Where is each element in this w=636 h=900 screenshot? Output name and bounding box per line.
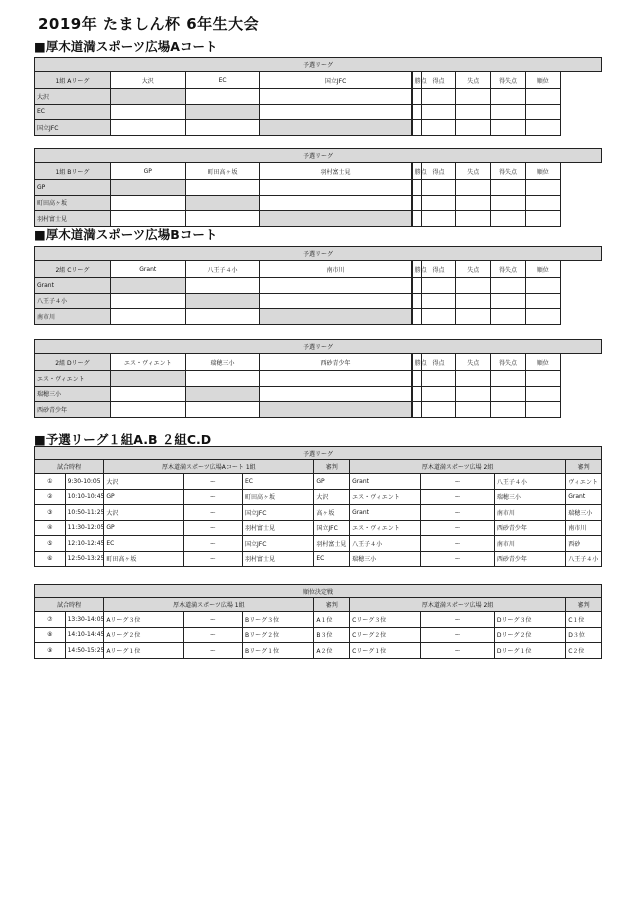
stat-header: 勝点 — [412, 163, 421, 180]
row-team: 大沢 — [35, 89, 111, 105]
result-cell — [260, 180, 412, 196]
league-row — [35, 195, 602, 211]
vs-mark-2: ー — [421, 551, 494, 567]
referee-header: 審判 — [314, 460, 350, 474]
court1-header: 厚木道満スポーツ広場 1組 — [104, 598, 314, 612]
stat-cell — [491, 120, 526, 136]
stat-cell — [456, 371, 491, 387]
referee-1: EC — [314, 551, 350, 567]
league-table — [34, 339, 602, 418]
away-team-2: 南市川 — [494, 505, 565, 521]
referee-2: C１位 — [566, 612, 602, 628]
vs-mark-1: ー — [183, 489, 242, 505]
team-header: GP — [110, 163, 185, 180]
home-team-1: Aリーグ１位 — [104, 643, 184, 659]
row-team: エス・ヴィエント — [35, 371, 111, 387]
result-cell — [110, 120, 185, 136]
team-header: EC — [185, 72, 260, 89]
team-header: 西砂青少年 — [260, 354, 412, 371]
result-cell — [260, 293, 412, 309]
league-label: 1組 Bリーグ — [35, 163, 111, 180]
match-time: 9:30-10:05 — [65, 474, 104, 490]
stat-cell — [456, 211, 491, 227]
vs-mark-2: ー — [421, 612, 494, 628]
stat-header: 順位 — [525, 354, 560, 371]
stat-cell — [421, 120, 456, 136]
referee-1: 大沢 — [314, 489, 350, 505]
away-team-1: Bリーグ１位 — [243, 643, 314, 659]
stat-cell — [412, 402, 421, 418]
stat-cell — [491, 180, 526, 196]
row-team: GP — [35, 180, 111, 196]
stat-cell — [491, 386, 526, 402]
result-cell — [110, 180, 185, 196]
team-header: 大沢 — [110, 72, 185, 89]
stat-cell — [421, 371, 456, 387]
referee-2: D３位 — [566, 627, 602, 643]
stat-header: 勝点 — [412, 354, 421, 371]
referee-2: 南市川 — [566, 520, 602, 536]
vs-mark-1: ー — [183, 643, 242, 659]
league-row — [35, 89, 602, 105]
referee-2: Grant — [566, 489, 602, 505]
stat-header: 失点 — [456, 354, 491, 371]
vs-mark-2: ー — [421, 536, 494, 552]
vs-mark-1: ー — [183, 551, 242, 567]
away-team-1: 国立JFC — [243, 505, 314, 521]
stat-cell — [491, 211, 526, 227]
stat-cell — [456, 195, 491, 211]
stat-cell — [421, 195, 456, 211]
stat-header: 得点 — [421, 163, 456, 180]
home-team-1: GP — [104, 489, 184, 505]
stat-cell — [525, 293, 560, 309]
stat-header: 順位 — [525, 261, 560, 278]
match-number: ④ — [35, 520, 66, 536]
stat-cell — [525, 195, 560, 211]
result-cell — [260, 309, 412, 325]
row-team: 国立JFC — [35, 120, 111, 136]
home-team-2: 瑞穂三小 — [350, 551, 421, 567]
schedule-caption: 予選リーグ — [35, 447, 602, 460]
result-cell — [185, 309, 260, 325]
stat-cell — [456, 89, 491, 105]
stat-header: 失点 — [456, 261, 491, 278]
stat-cell — [491, 371, 526, 387]
match-time: 12:10-12:45 — [65, 536, 104, 552]
league-caption: 予選リーグ — [35, 247, 602, 261]
result-cell — [185, 371, 260, 387]
stat-cell — [412, 278, 421, 294]
stat-cell — [525, 386, 560, 402]
match-time: 14:10-14:45 — [65, 627, 104, 643]
stat-cell — [491, 195, 526, 211]
home-team-1: 大沢 — [104, 505, 184, 521]
team-header: エス・ヴィエント — [110, 354, 185, 371]
league-row — [35, 293, 602, 309]
stat-cell — [491, 104, 526, 120]
stat-cell — [421, 104, 456, 120]
row-team: Grant — [35, 278, 111, 294]
home-team-2: 八王子４小 — [350, 536, 421, 552]
league-caption: 予選リーグ — [35, 149, 602, 163]
result-cell — [110, 278, 185, 294]
match-number: ① — [35, 474, 66, 490]
stat-header: 順位 — [525, 72, 560, 89]
vs-mark-2: ー — [421, 474, 494, 490]
result-cell — [185, 386, 260, 402]
match-row — [35, 551, 602, 567]
league-row — [35, 120, 602, 136]
result-cell — [260, 89, 412, 105]
stat-cell — [421, 309, 456, 325]
team-header: 瑞穂三小 — [185, 354, 260, 371]
result-cell — [260, 402, 412, 418]
result-cell — [110, 89, 185, 105]
home-team-2: エス・ヴィエント — [350, 520, 421, 536]
away-team-2: 八王子４小 — [494, 474, 565, 490]
home-team-1: Aリーグ３位 — [104, 612, 184, 628]
away-team-1: 町田高ヶ坂 — [243, 489, 314, 505]
result-cell — [260, 195, 412, 211]
result-cell — [185, 293, 260, 309]
referee-1: GP — [314, 474, 350, 490]
match-time: 13:30-14:05 — [65, 612, 104, 628]
stat-cell — [412, 120, 421, 136]
result-cell — [260, 371, 412, 387]
result-cell — [110, 386, 185, 402]
league-row — [35, 402, 602, 418]
league-row — [35, 386, 602, 402]
league-caption: 予選リーグ — [35, 58, 602, 72]
result-cell — [185, 89, 260, 105]
stat-cell — [456, 386, 491, 402]
away-team-2: 西砂青少年 — [494, 520, 565, 536]
team-header: 町田高ヶ坂 — [185, 163, 260, 180]
result-cell — [110, 371, 185, 387]
league-label: 2組 Dリーグ — [35, 354, 111, 371]
row-team: 羽村富士見 — [35, 211, 111, 227]
referee-header: 審判 — [314, 598, 350, 612]
referee-header: 審判 — [566, 598, 602, 612]
away-team-1: EC — [243, 474, 314, 490]
match-time: 11:30-12:05 — [65, 520, 104, 536]
match-time: 10:10-10:45 — [65, 489, 104, 505]
home-team-1: 大沢 — [104, 474, 184, 490]
stat-cell — [456, 104, 491, 120]
court2-header: 厚木道満スポーツ広場 2組 — [350, 598, 566, 612]
match-row — [35, 643, 602, 659]
referee-1: A１位 — [314, 612, 350, 628]
match-row — [35, 612, 602, 628]
match-number: ⑥ — [35, 551, 66, 567]
schedule-table — [34, 446, 602, 567]
league-label: 2組 Cリーグ — [35, 261, 111, 278]
referee-2: 西砂 — [566, 536, 602, 552]
stat-cell — [421, 180, 456, 196]
row-team: EC — [35, 104, 111, 120]
home-team-2: Cリーグ３位 — [350, 612, 421, 628]
match-row — [35, 520, 602, 536]
result-cell — [260, 278, 412, 294]
league-row — [35, 180, 602, 196]
time-header: 試合時程 — [35, 460, 104, 474]
row-team: 町田高ヶ坂 — [35, 195, 111, 211]
match-number: ⑨ — [35, 643, 66, 659]
stat-cell — [525, 104, 560, 120]
section-court-b: ■厚木道満スポーツ広場Bコート — [34, 227, 218, 242]
match-number: ② — [35, 489, 66, 505]
vs-mark-2: ー — [421, 627, 494, 643]
vs-mark-1: ー — [183, 474, 242, 490]
result-cell — [260, 386, 412, 402]
match-number: ③ — [35, 505, 66, 521]
result-cell — [185, 180, 260, 196]
referee-2: ヴィエント — [566, 474, 602, 490]
stat-cell — [412, 371, 421, 387]
referee-header: 審判 — [566, 460, 602, 474]
league-label: 1組 Aリーグ — [35, 72, 111, 89]
stat-cell — [456, 120, 491, 136]
section-schedule: ■予選リーグ１組A.B ２組C.D — [34, 432, 212, 447]
match-time: 12:50-13:25 — [65, 551, 104, 567]
match-number: ⑦ — [35, 612, 66, 628]
stat-cell — [491, 402, 526, 418]
stat-cell — [412, 180, 421, 196]
away-team-1: Bリーグ２位 — [243, 627, 314, 643]
stat-cell — [421, 89, 456, 105]
away-team-2: Dリーグ２位 — [494, 627, 565, 643]
home-team-1: Aリーグ２位 — [104, 627, 184, 643]
row-team: 南市川 — [35, 309, 111, 325]
result-cell — [110, 195, 185, 211]
away-team-1: 羽村富士見 — [243, 551, 314, 567]
stat-cell — [491, 278, 526, 294]
referee-1: 国立JFC — [314, 520, 350, 536]
result-cell — [110, 293, 185, 309]
match-row — [35, 505, 602, 521]
stat-cell — [525, 120, 560, 136]
stat-cell — [412, 309, 421, 325]
team-header: 八王子４小 — [185, 261, 260, 278]
result-cell — [185, 278, 260, 294]
team-header: 羽村富士見 — [260, 163, 412, 180]
vs-mark-1: ー — [183, 520, 242, 536]
row-team: 瑞穂三小 — [35, 386, 111, 402]
stat-cell — [456, 180, 491, 196]
league-row — [35, 104, 602, 120]
stat-cell — [525, 180, 560, 196]
team-header: 国立JFC — [260, 72, 412, 89]
stat-header: 得失点 — [491, 354, 526, 371]
result-cell — [110, 104, 185, 120]
away-team-1: 羽村富士見 — [243, 520, 314, 536]
away-team-1: Bリーグ３位 — [243, 612, 314, 628]
match-row — [35, 474, 602, 490]
referee-1: 羽村富士見 — [314, 536, 350, 552]
stat-header: 得点 — [421, 72, 456, 89]
stat-cell — [412, 195, 421, 211]
stat-cell — [421, 211, 456, 227]
stat-header: 失点 — [456, 163, 491, 180]
stat-header: 得失点 — [491, 163, 526, 180]
result-cell — [110, 402, 185, 418]
result-cell — [110, 211, 185, 227]
stat-cell — [421, 293, 456, 309]
stat-header: 勝点 — [412, 261, 421, 278]
vs-mark-2: ー — [421, 505, 494, 521]
stat-header: 失点 — [456, 72, 491, 89]
league-table — [34, 246, 602, 325]
row-team: 八王子４小 — [35, 293, 111, 309]
referee-1: B３位 — [314, 627, 350, 643]
result-cell — [110, 309, 185, 325]
league-caption: 予選リーグ — [35, 340, 602, 354]
result-cell — [185, 195, 260, 211]
stat-header: 得失点 — [491, 261, 526, 278]
referee-2: C２位 — [566, 643, 602, 659]
result-cell — [185, 211, 260, 227]
home-team-1: 町田高ヶ坂 — [104, 551, 184, 567]
section-court-a: ■厚木道満スポーツ広場Aコート — [34, 39, 218, 54]
stat-cell — [412, 104, 421, 120]
stat-cell — [456, 278, 491, 294]
vs-mark-1: ー — [183, 536, 242, 552]
stat-cell — [412, 386, 421, 402]
stat-cell — [421, 278, 456, 294]
home-team-1: EC — [104, 536, 184, 552]
court1-header: 厚木道満スポーツ広場Aコート 1組 — [104, 460, 314, 474]
match-time: 14:50-15:25 — [65, 643, 104, 659]
match-number: ⑧ — [35, 627, 66, 643]
stat-cell — [525, 371, 560, 387]
stat-cell — [525, 211, 560, 227]
result-cell — [260, 211, 412, 227]
result-cell — [260, 120, 412, 136]
home-team-2: Cリーグ２位 — [350, 627, 421, 643]
result-cell — [260, 104, 412, 120]
stat-header: 得点 — [421, 354, 456, 371]
team-header: Grant — [110, 261, 185, 278]
home-team-1: GP — [104, 520, 184, 536]
away-team-2: Dリーグ１位 — [494, 643, 565, 659]
match-row — [35, 627, 602, 643]
stat-header: 得点 — [421, 261, 456, 278]
stat-cell — [491, 309, 526, 325]
vs-mark-2: ー — [421, 489, 494, 505]
stat-cell — [525, 278, 560, 294]
team-header: 南市川 — [260, 261, 412, 278]
stat-cell — [421, 386, 456, 402]
league-row — [35, 278, 602, 294]
result-cell — [185, 402, 260, 418]
away-team-2: 瑞穂三小 — [494, 489, 565, 505]
match-row — [35, 536, 602, 552]
stat-header: 勝点 — [412, 72, 421, 89]
away-team-1: 国立JFC — [243, 536, 314, 552]
stat-cell — [456, 309, 491, 325]
court2-header: 厚木道満スポーツ広場 2組 — [350, 460, 566, 474]
referee-2: 八王子４小 — [566, 551, 602, 567]
league-row — [35, 211, 602, 227]
league-row — [35, 371, 602, 387]
away-team-2: 西砂青少年 — [494, 551, 565, 567]
time-header: 試合時程 — [35, 598, 104, 612]
stat-cell — [525, 309, 560, 325]
result-cell — [185, 120, 260, 136]
match-row — [35, 489, 602, 505]
vs-mark-1: ー — [183, 627, 242, 643]
stat-cell — [412, 89, 421, 105]
stat-cell — [412, 293, 421, 309]
result-cell — [185, 104, 260, 120]
home-team-2: Cリーグ１位 — [350, 643, 421, 659]
stat-cell — [525, 89, 560, 105]
vs-mark-2: ー — [421, 643, 494, 659]
stat-cell — [412, 211, 421, 227]
home-team-2: Grant — [350, 474, 421, 490]
league-table — [34, 57, 602, 136]
stat-cell — [456, 293, 491, 309]
stat-cell — [491, 89, 526, 105]
home-team-2: Grant — [350, 505, 421, 521]
schedule-caption: 順位決定戦 — [35, 585, 602, 598]
stat-header: 得失点 — [491, 72, 526, 89]
referee-1: 高ヶ坂 — [314, 505, 350, 521]
stat-cell — [525, 402, 560, 418]
home-team-2: エス・ヴィエント — [350, 489, 421, 505]
vs-mark-1: ー — [183, 612, 242, 628]
away-team-2: Dリーグ３位 — [494, 612, 565, 628]
league-row — [35, 309, 602, 325]
match-time: 10:50-11:25 — [65, 505, 104, 521]
match-number: ⑤ — [35, 536, 66, 552]
schedule-table — [34, 584, 602, 659]
vs-mark-1: ー — [183, 505, 242, 521]
vs-mark-2: ー — [421, 520, 494, 536]
stat-cell — [456, 402, 491, 418]
page-title: 2019年 たましん杯 6年生大会 — [38, 15, 260, 33]
league-table — [34, 148, 602, 227]
stat-header: 順位 — [525, 163, 560, 180]
stat-cell — [421, 402, 456, 418]
referee-2: 瑞穂三小 — [566, 505, 602, 521]
stat-cell — [491, 293, 526, 309]
row-team: 西砂青少年 — [35, 402, 111, 418]
away-team-2: 南市川 — [494, 536, 565, 552]
referee-1: A２位 — [314, 643, 350, 659]
